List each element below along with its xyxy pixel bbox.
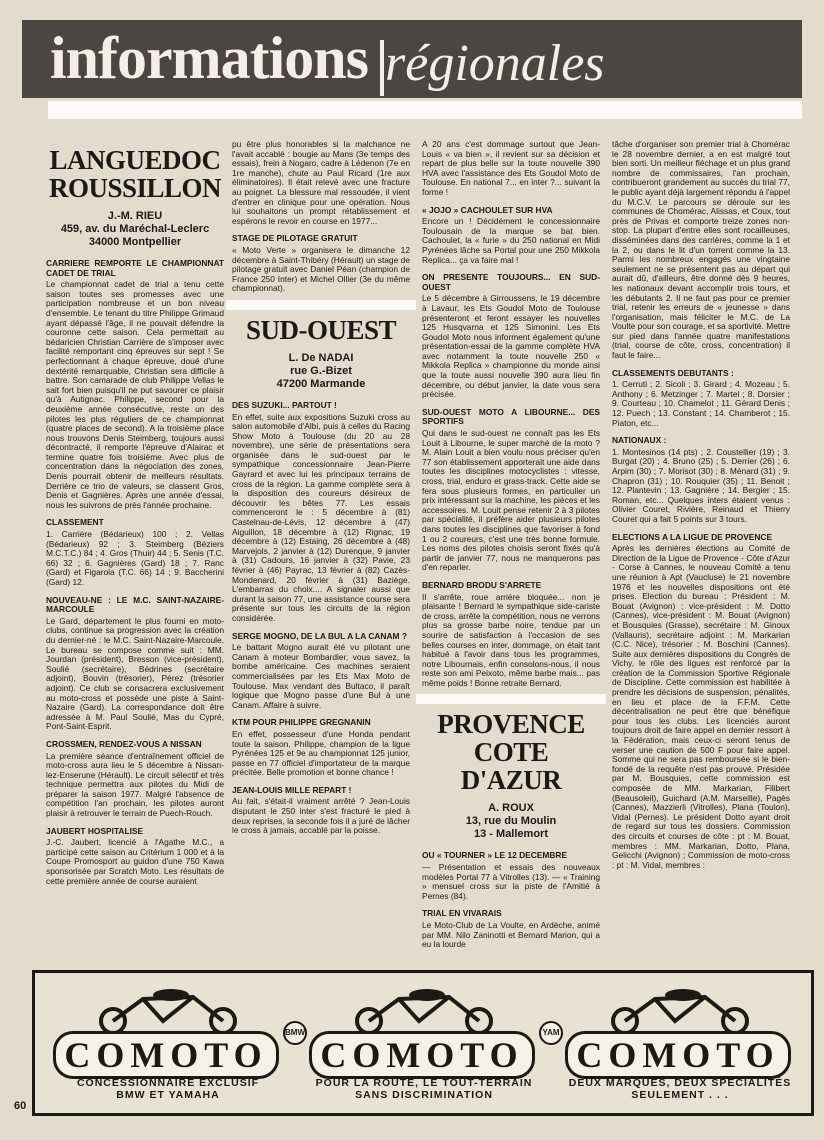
article-heading: CARRIERE REMPORTE LE CHAMPIONNAT CADET DE TRIAL [46, 258, 224, 278]
address-line: L. De NADAI [288, 351, 354, 364]
column-4 [612, 140, 790, 874]
ad-panel [555, 981, 805, 1105]
section-title: informations [50, 25, 368, 91]
correspondent-address [46, 210, 224, 249]
article-body: En effet, possesseur d'une Honda pendant toute la saison, Philippe, champion de la ligue Pyrénées 125 et 9e au championnat 125 junior, passe en 77 officiel d'importateur de la marque précitée. Belle promotion et bonne chance ! [232, 728, 410, 778]
article-heading: DES SUZUKI... PARTOUT ! [232, 399, 337, 410]
region-line: PROVENCE [437, 709, 585, 740]
address-line: J.-M. RIEU [107, 210, 163, 222]
article-body: Le battant Mogno aurait été vu pilotant une Canam à moteur Bombardier, vous savez, la bombe américaine. Ces machines seraient commercialisées par les Ets Max Moto de Toulouse. Max vendant des Bultaco, il paraît logique que Mogno passe d'une Bul à une Canam. Affaire à suivre. [232, 642, 410, 710]
article-body: En effet, suite aux expositions Suzuki cross au salon automobile d'Albi, puis à celles du Racing Show Moto à Toulouse (du 20 au 28 novembre), une série de présentations sera organisée dans le sud-ouest par le sympathique concessionnaire Jean-Pierre Gayrard et avec lui les principaux terrains de cross de la région. La gamme complète sera à la disposition des coureurs désireux de découvrir les bêtes 77. Les essais commenceront le : 5 décembre à (81) Castelnau-de-Lévis, 12 décembre à (47) Aiguillon, 18 décembre à (12) Rignac, 19 décembre à (12) Estaing, 26 décembre à (48) Marvejols, 2 janvier à (12) Durenque, 9 janvier à (31) Cadours, 16 janvier à (32) Pavie, 23 février à (46) Payrac, 13 février à (82) Cazès-Mondenard, 20 février à (31) Baziège. L'embarras du choix.... A signaler aussi que durant la saison 77, une assistance course sera présente sur tous les circuits de la région considérée. [232, 411, 410, 623]
ad-panel [43, 981, 293, 1105]
region-line: ROUSSILLON [48, 173, 222, 203]
title-divider [380, 40, 384, 96]
article-heading: ELECTIONS A LA LIGUE DE PROVENCE [612, 531, 773, 542]
article-heading: JAUBERT HOSPITALISE [46, 825, 144, 836]
tagline-line: BMW ET YAMAHA [116, 1089, 220, 1101]
address-line: 34000 Montpellier [88, 236, 182, 248]
region-title [232, 316, 410, 344]
tagline-line: DEUX MARQUES, DEUX SPÉCIALITÉS [568, 1077, 792, 1089]
article-heading: BERNARD BRODU S'ARRETE [422, 579, 542, 590]
article-heading: STAGE DE PILOTAGE GRATUIT [232, 233, 358, 244]
article-heading: SUD-OUEST MOTO A LIBOURNE... DES SPORTIFS [422, 406, 600, 427]
article-body: Après les dernières élections au Comité de Direction de la Ligue de Provence - Côte d'Azur - Corse à Cannes, le nouveau Comité a tenu une réunion à Apt (Vaucluse) le 21 novembre 1976 et les nouvelles dispositions ont été prises. Election du bureau : Président : M. Bouat (Avignon) ; vice-président : M. Dotto (Cannes), vice-président : M. Bouat (Avignon) et Bousquies (Grasse), secrétaire : M. Ginoux (Vallauris), secrétaire adjoint : M. Markarian (C.C. Nice), trésorier : M. Boschini (Cannes). Suite aux dernières dispositions du Congrès de Vichy, le rôle des ligues est renforcé par la création de la Commission Sportive Régionale de Discipline. Cette commission est habilitée à prendre les décisions de suspension, pénalités, en lieu et place de la F.F.M. Cette décentralisation ne peut être que bénéfique pour tous les clubs. Les licenciés auront toujours droit de faire appel en dernier ressort à la Fédération, mais ceux-ci seront tenus de verser une caution de 500 F pour faire appel. Somme qui ne sera pas remboursée si le bien-fondé de la requête n'est pas prouvé. Présidée par M. Bousquies, cette commission est composée de MM. Markarian, Filibert (Beausoleil), Guichard (A.M. Marseille), Pagès (Cannes), Mazzierli (Vitrolles), Plana (Toulon), Vidal (Pernes). Le président Dotto ayant droit de regard sur tous les dossiers. Commission des circuits et courses de côte : pt : M. Bouat, membres : MM. Markarian, Dotto, Plana, Gelicchi (Avignon) ; Commission de moto-cross : pt : M. Vidal, membres : [612, 543, 790, 870]
header-strip [48, 101, 802, 119]
article-body: La première séance d'entraînement officiel de moto-cross aura lieu le 5 décembre à Nissan-lez-Enserune (Hérault). Le circuit sélectif et très technique permettra aux pilotes du Midi de préparer la saison 1977. Malgré l'absence de compétition l'an prochain, les pilotes auront plaisir à retrouver le terrain de Puech-Rouch. [46, 750, 224, 819]
article-heading: NATIONAUX : [612, 435, 667, 446]
region-line: COTE D'AZUR [460, 737, 562, 796]
column-1 [46, 140, 224, 890]
article-body: « Moto Verte » organisera le dimanche 12 décembre à Saint-Thibéry (Hérault) un stage de pilotage gratuit avec Daniel Péan (champion de France 250 Inter) et Michel Ollier (3e du même championnat). [232, 244, 410, 294]
tagline-line: SEULEMENT . . . [631, 1089, 729, 1101]
article-heading: SERGE MOGNO, DE LA BUL A LA CANAM ? [232, 630, 407, 641]
ad-panel [299, 981, 549, 1105]
address-line: A. ROUX [488, 802, 534, 815]
address-line: 13 - Mallemort [474, 828, 548, 841]
article-body: Le Moto-Club de La Voulte, en Ardèche, animé par MM. Nilo Zaninotti et Bernard Marion, qui a eu la lourde [422, 920, 600, 950]
tagline-line: CONCESSIONNAIRE EXCLUSIF [76, 1077, 260, 1089]
address-line: 459, av. du Maréchal-Leclerc [60, 223, 210, 235]
correspondent-address [232, 352, 410, 391]
motorcycle-icon [339, 985, 509, 1035]
comoto-logo: COMOTO [53, 1031, 279, 1079]
article-heading: TRIAL EN VIVARAIS [422, 908, 502, 919]
bmw-emblem-icon: BMW [283, 1021, 307, 1045]
address-line: 13, rue du Moulin [465, 815, 557, 828]
article-body: Encore un ! Décidément le concessionnaire Toulousain de la marque se bat bien. Cachoulet, la « furie » du 250 national en Midi Pyrénées lâche sa Portal pour une 250 Mikkola Replica... ça va faire mal ! [422, 216, 600, 265]
tagline-line: POUR LA ROUTE, LE TOUT-TERRAIN [315, 1077, 533, 1089]
article-body: pu être plus honorables si la malchance ne l'avait accablé : bougie au Mans (3e temps des essais), frein à Nogaro, cadre à Lédenon (7e en 1re manche), chute au Paul Ricard (1re aux éliminatoires). Il était relevé avec une fracture au poignet. La blessure mal ressoudée, il vient d'entrer en clinique pour une opération. Nous lui souhaitons un prompt rétablissement et espérons le revoir en course en 1977... [232, 139, 410, 226]
article-body: 1. Montesinos (14 pts) ; 2. Coustellier (19) ; 3. Burgat (20) ; 4. Bruno (25) ; 5. Derrier (26) ; 6. Arpim (30) ; 7. Morisot (30) ; 8. Ménard (31) ; 9. Chapron (31) ; 10. Rouquier (35) ; 11. Benoit ; 12. Plantevin ; 13. Gagnière ; 14. Bergier ; 15. Roman, etc... Quelques inters étaient venus : Olivier Couret, Rivière, Reinaud et Thierry Couret qui a fait 5 points sur 3 tours. [612, 446, 790, 524]
article-body: Il s'arrête, roue arrière bloquée... non je plaisante ! Bernard le sympathique side-cariste de cross, arrête la compétition, nous ne verrons plus sa grosse barbe noire, tendue par un sourire de satisfaction à l'occasion de ses belles courses en inter, dommage, on était tant habitué à l'avoir dans tous les programmes, notre Libournais, enfin consolons-nous, il nous reste son ami Peixoto, même barbe mais... pas même poids ! Bonne retraite Bernard. [422, 591, 600, 688]
article-heading: KTM POUR PHILIPPE GREGNANIN [232, 717, 371, 728]
section-subtitle: régionales [385, 35, 605, 92]
section-rule [416, 694, 606, 704]
article-heading: ON PRESENTE TOUJOURS... EN SUD-OUEST [422, 272, 600, 292]
article-heading: CLASSEMENT [46, 517, 104, 528]
comoto-logo: COMOTO [565, 1031, 791, 1079]
ad-tagline [43, 1077, 293, 1101]
article-body: 1. Carrière (Bédarieux) 100 ; 2. Vellas (Bédarieux) 92 ; 3. Steimberg (Béziers M.C.T.C.) 84 ; 4. Gros (Thuir) 44 ; 5. Senis (T.C. 66) 32 ; 6. Gagnières (Gard) 18 ; 7. Ranc (Gard) et Figarola (T.C. 66) 14 ; 9. Baccherini (Gard) 12. [46, 529, 224, 587]
article-heading: CLASSEMENTS DEBUTANTS : [612, 367, 734, 378]
motorcycle-icon [595, 985, 765, 1035]
article-heading: JEAN-LOUIS MILLE REPART ! [232, 784, 352, 795]
column-3 [422, 140, 600, 954]
page-number: 60 [14, 1100, 27, 1112]
article-body: J.-C. Jaubert, licencié à l'Agathe M.C., a participé cette saison au Critérium 1 000 et à la Coupe Promosport au guidon d'une 750 Kawa sponsorisée par Scratch Moto. Les résultats de cette première année de course auraient [46, 837, 224, 886]
article-body: Qui dans le sud-ouest ne connaît pas les Ets Louit à Libourne, le super marché de la moto ? M. Alain Louit a bien voulu nous préciser qu'en 77 son établissement apporterait une aide dans toutes les disciplines motocyclistes : vitesse, cross, trial, enduro et grass-track. Cette aide se fera sous plusieurs formes, en particulier un prix intéressant sur la machine, les pièces et les accessoires. M. Louit pense retenir 2 à 3 pilotes par spécialité, il préfère aider plusieurs pilotes dans toutes les disciplines que favoriser à fond 1 ou 2 coureurs, c'est une très bonne formule. Les noms des pilotes choisis seront fixés qu'à partir de janvier 77, nous ne manquerons pas d'en reparler. [422, 428, 600, 573]
comoto-logo: COMOTO [309, 1031, 535, 1079]
article-heading: CROSSMEN, RENDEZ-VOUS A NISSAN [46, 738, 202, 749]
article-body: 1. Cerruti ; 2. Sicoli ; 3. Girard ; 4. Mozeau ; 5. Anthony ; 6. Metzinger ; 7. Martel ; 8. Dorsier ; 9. Courteau ; 10. Chamelot ; 11. Gérard Denis ; 12. Puech ; 13. Constant ; 14. Chamberot ; 15. Piaton, etc... [612, 379, 790, 428]
region-line: LANGUEDOC [49, 145, 221, 175]
article-body: Le 5 décembre à Girroussens, le 19 décembre à Lavaur, les Ets Goudol Moto de Toulouse présenteront et feront essayer les nouvelles 125 Husqvarna et 125 Simonini. Les Ets Goudol Moto nous informent également qu'une présentation-essai de la gamme complète HVA avec notamment la toute nouvelle 250 « Mikkola Replica » championne du monde ainsi que la toute aussi nouvelle 390 aura lieu fin décembre, ou début janvier, la date vous sera précisée. [422, 293, 600, 400]
yamaha-emblem-icon: YAM [539, 1021, 563, 1045]
column-2 [232, 140, 410, 840]
correspondent-address [422, 802, 600, 841]
article-heading: « JOJO » CACHOULET SUR HVA [422, 204, 553, 215]
region-title [422, 710, 600, 794]
article-body: — Présentation et essais des nouveaux modèles Portal 77 à Vitrolles (13). — « Training » mensuel cross sur la piste de l'Amitié à Pernes (84). [422, 862, 600, 901]
motorcycle-icon [83, 985, 253, 1035]
comoto-advertisement [32, 970, 814, 1116]
tagline-line: SANS DISCRIMINATION [355, 1089, 493, 1101]
article-body: Le championnat cadet de trial a tenu cette saison toutes ses promesses avec une participation nombreuse et un bon niveau d'ensemble. Le tenant du titre Philippe Grimaud ayant dépassé l'âge, il ne pouvait défendre la couronne cette saison. Cela permettait au bédaricien Christian Carrière de s'imposer avec facilité remportant cinq épreuves sur sept ! Se perfectionnant à chaque épreuve, doué d'une dextérité remarquable, Christian sera difficile à battre. Son camarade de club Philippe Vellas le sait fort bien puisqu'il ne put savourer ce plaisir qu'à Autignac. Philippe, second pour la deuxième année consécutive, reste un des pilotes les plus réguliers de ce championnat (quatre places de second). A la troisième place nous trouvons Denis Steimberg, toujours aussi décontracté, il remporte l'épreuve d'Alairac et termine quatre fois troisième. Avec plus de concentration dans la négociation des zones, Denis pourrait obtenir de meilleurs résultats. Derrière ce trio de valeurs, se classent Gros, Denis et Gagnières. Après une année d'essai, nous les suivrons de près l'année prochaine. [46, 279, 224, 510]
ad-tagline [299, 1077, 549, 1101]
address-line: 47200 Marmande [276, 377, 366, 390]
region-title [46, 146, 224, 202]
article-body: Au fait, s'était-il vraiment arrêté ? Jean-Louis disputant le 250 inter s'est fracturé le pied à deux reprises, la seconde fois il a juré de lâcher le cross à jamais, accablé par la poisse. [232, 796, 410, 836]
article-body: tâche d'organiser son premier trial à Chomérac le 28 novembre dernier, a en est malgré tout bien sorti. Un meilleur fléchage et un plus grand nombre de commissaires, l'an prochain, contribueront grandement au succès du trial 77, le public ayant déjà largement répondu à l'appel du M.C.V. Le parcours se déroule sur les communes de Chomérac, Alissas, et Coux, tout près de Privas et comporte treize zones non-stop. La plupart d'entre elles sont rocailleuses, disséminées dans des carrières, comme la 1 et la 2, ou dans le lit d'un torrent comme la 13. Parmi les nombreux engagés une vingtaine seulement ne se présentent pas au départ qui aurait dû, d'ailleurs, être donné dès 9 heures, les nationaux devant accomplir trois tours, et les débutants 2. Il ne faut pas pour ce premier trial, retenir les erreurs de « jeunesse » dans l'organisation, mais féliciter le M.C. de La Voulte pour son courage, et sa sportivité. Mettre sur pied dans l'année quatre manifestations (trial, course de côte, cross, concentration) il faut le faire... [612, 139, 790, 361]
region-line: SUD-OUEST [245, 314, 397, 345]
article-heading: OU « TOURNER » LE 12 DECEMBRE [422, 850, 568, 861]
section-rule [226, 300, 416, 310]
article-heading: NOUVEAU-NE : LE M.C. SAINT-NAZAIRE-MARCOULE [46, 594, 224, 615]
article-body: A 20 ans c'est dommage surtout que Jean-Louis « va bien », il revient sur sa décision et repart de plus belle sur la toute nouvelle 390 HVA avec l'assistance des Ets Goudol Moto de Toulouse. En national 7... en inter ?... suivant la forme ! [422, 139, 600, 197]
address-line: rue G.-Bizet [290, 364, 352, 377]
article-body: Le Gard, département le plus fourni en moto-clubs, continue sa progression avec la création du dernier-né : le M.C. Saint-Nazaire-Marcoule. Le bureau se compose comme suit : MM. Jourdan (président), Bresson (vice-président), Soulié (secrétaire), Bédrines (secrétaire adjoint), Bouvin (trésorier), Pérez (trésorier adjoint). Ce club se consacrera exclusivement au moto-cross et possède une piste à Saint-Nazaire (Gard). La correspondance doit être adressée à M. Paul Soulié, Mas du Cypré, Pont-Saint-Esprit. [46, 615, 224, 732]
ad-tagline [555, 1077, 805, 1101]
